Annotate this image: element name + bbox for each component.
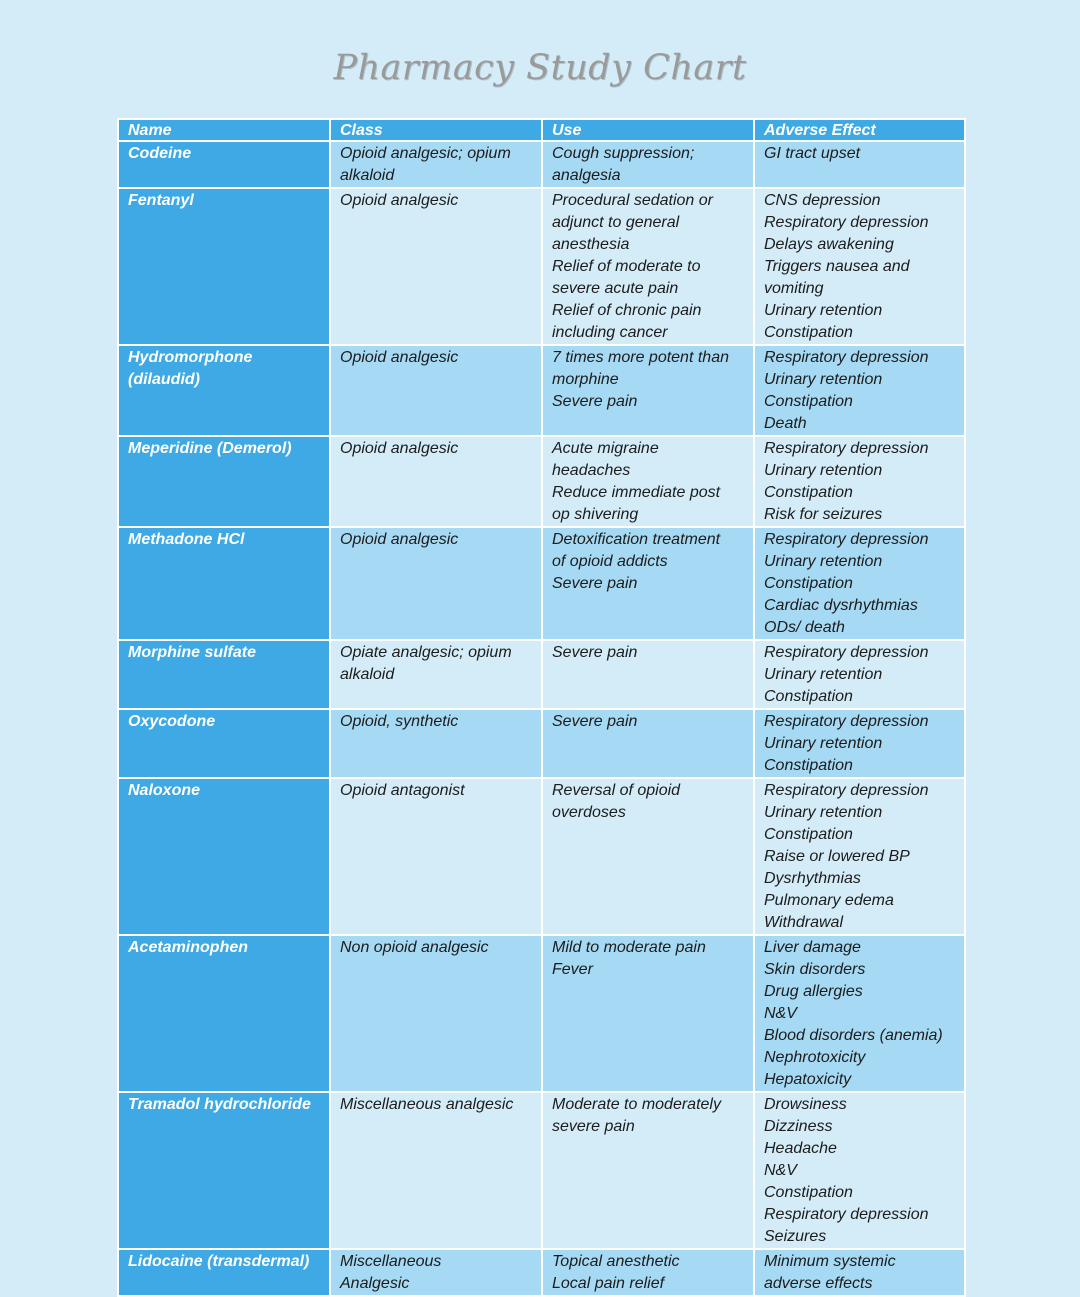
adverse-effect-cell [754, 345, 965, 436]
adverse-effect-line: Respiratory depression [764, 349, 929, 366]
drug-use-cell [542, 141, 754, 188]
adverse-effect-line: Drowsiness [764, 1096, 847, 1113]
drug-class-cell [330, 709, 542, 778]
drug-use-line: of opioid addicts [552, 553, 668, 570]
adverse-effect-line: Urinary retention [764, 666, 883, 683]
drug-use-cell [542, 1249, 754, 1296]
adverse-effect-cell [754, 778, 965, 935]
adverse-effect-line: Urinary retention [764, 735, 883, 752]
drug-use-line: Severe pain [552, 575, 638, 592]
adverse-effect-line: Skin disorders [764, 961, 866, 978]
adverse-effect-line: Constipation [764, 484, 853, 501]
table-row [118, 436, 965, 527]
adverse-effect-cell [754, 527, 965, 640]
adverse-effect-line: Respiratory depression [764, 713, 929, 730]
adverse-effect-line: Urinary retention [764, 462, 883, 479]
drug-class-cell [330, 141, 542, 188]
adverse-effect-line: Risk for seizures [764, 506, 883, 523]
drug-use-line: Relief of chronic pain [552, 302, 702, 319]
drug-use-line: overdoses [552, 804, 626, 821]
drug-name-line: Oxycodone [128, 713, 216, 730]
drug-class-line: Miscellaneous analgesic [340, 1096, 514, 1113]
drug-use-line: Relief of moderate to [552, 258, 701, 275]
adverse-effect-line: Dysrhythmias [764, 870, 861, 887]
adverse-effect-line: Urinary retention [764, 804, 883, 821]
drug-use-line: Severe pain [552, 644, 638, 661]
adverse-effect-line: Constipation [764, 1184, 853, 1201]
adverse-effect-line: Headache [764, 1140, 837, 1157]
drug-use-line: including cancer [552, 324, 668, 341]
drug-name-cell [118, 640, 330, 709]
drug-name-cell [118, 345, 330, 436]
adverse-effect-line: Seizures [764, 1228, 827, 1245]
drug-class-cell [330, 1092, 542, 1249]
drug-name-cell [118, 778, 330, 935]
drug-use-line: Cough suppression; [552, 145, 695, 162]
adverse-effect-cell [754, 141, 965, 188]
drug-name-cell [118, 709, 330, 778]
drug-class-line: Non opioid analgesic [340, 939, 489, 956]
adverse-effect-line: Minimum systemic [764, 1253, 896, 1270]
adverse-effect-line: Dizziness [764, 1118, 833, 1135]
table-row [118, 1249, 965, 1296]
drug-class-line: Miscellaneous [340, 1253, 442, 1270]
adverse-effect-cell [754, 436, 965, 527]
drug-class-cell [330, 345, 542, 436]
adverse-effect-cell [754, 1092, 965, 1249]
drug-class-cell [330, 1249, 542, 1296]
drug-use-cell [542, 345, 754, 436]
table-row [118, 640, 965, 709]
adverse-effect-cell [754, 640, 965, 709]
drug-use-line: Detoxification treatment [552, 531, 721, 548]
adverse-effect-line: Constipation [764, 688, 853, 705]
drug-class-line: Analgesic [340, 1275, 410, 1292]
drug-name-line: Tramadol hydrochloride [128, 1096, 311, 1113]
drug-class-cell [330, 188, 542, 345]
adverse-effect-line: Respiratory depression [764, 440, 929, 457]
adverse-effect-line: Constipation [764, 757, 853, 774]
table-row [118, 188, 965, 345]
drug-name-line: Naloxone [128, 782, 201, 799]
adverse-effect-line: Respiratory depression [764, 1206, 929, 1223]
drug-name-line: Meperidine (Demerol) [128, 440, 292, 457]
drug-class-line: Opioid, synthetic [340, 713, 459, 730]
column-header-class: Class [330, 119, 542, 141]
adverse-effect-line: Constipation [764, 393, 853, 410]
adverse-effect-line: Triggers nausea and [764, 258, 910, 275]
column-header-name: Name [118, 119, 330, 141]
drug-name-line: Lidocaine (transdermal) [128, 1253, 310, 1270]
adverse-effect-line: Cardiac dysrhythmias [764, 597, 918, 614]
drug-name-line: Fentanyl [128, 192, 194, 209]
adverse-effect-line: Urinary retention [764, 371, 883, 388]
drug-class-line: Opioid analgesic; opium [340, 145, 511, 162]
drug-use-line: Procedural sedation or [552, 192, 713, 209]
drug-use-cell [542, 436, 754, 527]
table-row [118, 527, 965, 640]
drug-use-line: Mild to moderate pain [552, 939, 706, 956]
adverse-effect-line: GI tract upset [764, 145, 861, 162]
drug-use-line: Severe pain [552, 713, 638, 730]
drug-use-line: anesthesia [552, 236, 630, 253]
drug-name-cell [118, 188, 330, 345]
adverse-effect-line: Pulmonary edema [764, 892, 894, 909]
drug-table [117, 118, 966, 1297]
drug-name-cell [118, 1092, 330, 1249]
drug-class-line: Opioid analgesic [340, 531, 459, 548]
table-row [118, 709, 965, 778]
adverse-effect-line: Liver damage [764, 939, 861, 956]
adverse-effect-line: N&V [764, 1162, 797, 1179]
drug-use-line: Topical anesthetic [552, 1253, 680, 1270]
drug-class-line: Opiate analgesic; opium [340, 644, 512, 661]
drug-class-cell [330, 527, 542, 640]
adverse-effect-cell [754, 935, 965, 1092]
header-row [118, 119, 965, 141]
drug-name-line: Hydromorphone [128, 349, 253, 366]
adverse-effect-line: Respiratory depression [764, 214, 929, 231]
drug-name-cell [118, 1249, 330, 1296]
adverse-effect-cell [754, 709, 965, 778]
adverse-effect-line: Respiratory depression [764, 531, 929, 548]
adverse-effect-line: Blood disorders (anemia) [764, 1027, 943, 1044]
adverse-effect-line: Constipation [764, 575, 853, 592]
drug-use-cell [542, 778, 754, 935]
drug-use-cell [542, 709, 754, 778]
drug-name-line: Acetaminophen [128, 939, 249, 956]
drug-name-line: Codeine [128, 145, 192, 162]
adverse-effect-line: Respiratory depression [764, 644, 929, 661]
drug-class-line: alkaloid [340, 167, 395, 184]
adverse-effect-line: Withdrawal [764, 914, 843, 931]
drug-class-cell [330, 436, 542, 527]
drug-name-cell [118, 436, 330, 527]
adverse-effect-line: Delays awakening [764, 236, 894, 253]
adverse-effect-line: CNS depression [764, 192, 881, 209]
drug-use-cell [542, 188, 754, 345]
adverse-effect-line: N&V [764, 1005, 797, 1022]
adverse-effect-line: vomiting [764, 280, 824, 297]
adverse-effect-cell [754, 188, 965, 345]
table-row [118, 345, 965, 436]
drug-class-cell [330, 640, 542, 709]
page-title: Pharmacy Study Chart [333, 48, 747, 88]
table-row [118, 141, 965, 188]
drug-name-cell [118, 935, 330, 1092]
drug-class-cell [330, 778, 542, 935]
drug-use-line: Reduce immediate post [552, 484, 721, 501]
drug-use-line: op shivering [552, 506, 639, 523]
adverse-effect-cell [754, 1249, 965, 1296]
drug-use-line: Reversal of opioid [552, 782, 681, 799]
drug-use-line: adjunct to general [552, 214, 680, 231]
adverse-effect-line: Raise or lowered BP [764, 848, 910, 865]
drug-class-cell [330, 935, 542, 1092]
drug-use-line: Acute migraine [552, 440, 659, 457]
drug-use-line: Severe pain [552, 393, 638, 410]
table-row [118, 935, 965, 1092]
adverse-effect-line: Constipation [764, 324, 853, 341]
drug-name-line: Methadone HCl [128, 531, 245, 548]
drug-use-line: analgesia [552, 167, 621, 184]
drug-use-line: Fever [552, 961, 593, 978]
drug-use-line: severe pain [552, 1118, 635, 1135]
drug-class-line: Opioid antagonist [340, 782, 465, 799]
drug-use-line: Local pain relief [552, 1275, 665, 1292]
adverse-effect-line: Death [764, 415, 807, 432]
table-row [118, 778, 965, 935]
drug-name-cell [118, 527, 330, 640]
drug-use-cell [542, 527, 754, 640]
table-body [118, 141, 965, 1296]
drug-use-line: severe acute pain [552, 280, 679, 297]
column-header-adverse-effect: Adverse Effect [754, 119, 965, 141]
drug-name-line: Morphine sulfate [128, 644, 257, 661]
adverse-effect-line: ODs/ death [764, 619, 845, 636]
adverse-effect-line: Urinary retention [764, 302, 883, 319]
adverse-effect-line: Respiratory depression [764, 782, 929, 799]
drug-class-line: Opioid analgesic [340, 192, 459, 209]
drug-class-line: Opioid analgesic [340, 440, 459, 457]
adverse-effect-line: Urinary retention [764, 553, 883, 570]
drug-use-cell [542, 640, 754, 709]
drug-use-cell [542, 935, 754, 1092]
adverse-effect-line: Drug allergies [764, 983, 863, 1000]
drug-class-line: Opioid analgesic [340, 349, 459, 366]
drug-use-line: morphine [552, 371, 619, 388]
adverse-effect-line: Nephrotoxicity [764, 1049, 866, 1066]
table-row [118, 1092, 965, 1249]
drug-use-line: Moderate to moderately [552, 1096, 721, 1113]
drug-name-line: (dilaudid) [128, 371, 200, 388]
drug-class-line: alkaloid [340, 666, 395, 683]
drug-use-line: 7 times more potent than [552, 349, 729, 366]
adverse-effect-line: adverse effects [764, 1275, 873, 1292]
adverse-effect-line: Hepatoxicity [764, 1071, 852, 1088]
drug-use-cell [542, 1092, 754, 1249]
drug-name-cell [118, 141, 330, 188]
drug-use-line: headaches [552, 462, 631, 479]
column-header-use: Use [542, 119, 754, 141]
adverse-effect-line: Constipation [764, 826, 853, 843]
